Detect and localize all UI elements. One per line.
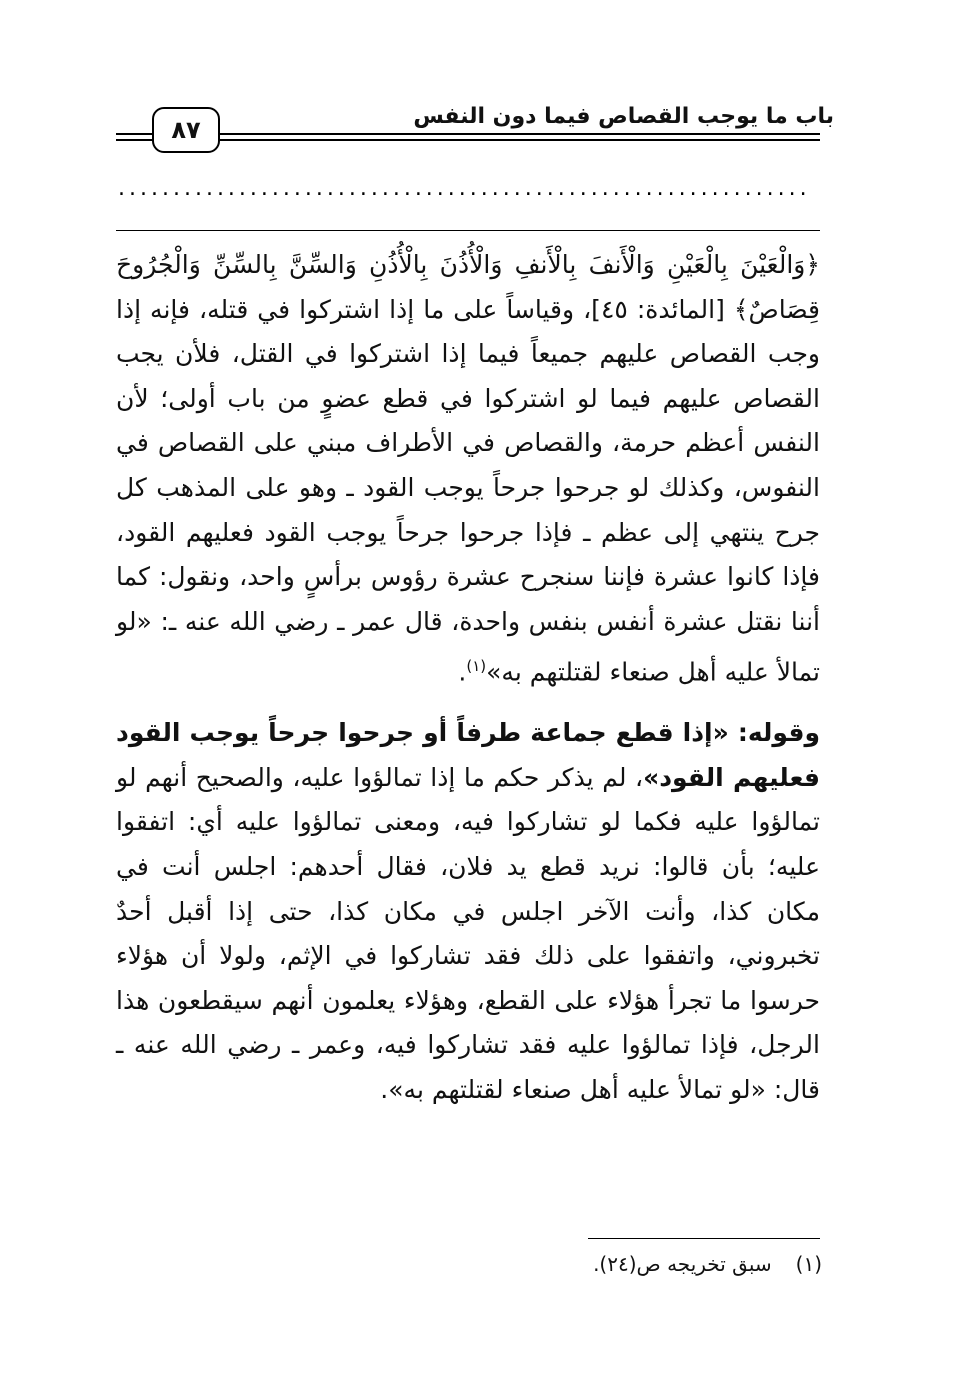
quoted-text-bold: وقوله: «إذا قطع جماعة طرفاً أو جرحوا جرحاً يوجب القود فعليهم القود» bbox=[116, 718, 820, 792]
chapter-title: باب ما يوجب القصاص فيما دون النفس bbox=[413, 104, 834, 129]
separator-dots: ............................................................... bbox=[118, 176, 811, 201]
header-rule-right-bottom bbox=[216, 139, 820, 141]
paragraph-1 bbox=[116, 243, 820, 695]
main-text bbox=[116, 243, 820, 1113]
paragraph-1-text: ﴿وَالْعَيْنَ بِالْعَيْنِ وَالْأَنفَ بِالْأَنفِ وَالْأُذُنَ بِالْأُذُنِ وَالسِّنَّ بِالسِّنِّ وَالْجُرُوحَ قِصَاصٌ﴾ [المائدة: ٤٥]، وقياساً على ما إذا اشتركوا في قتله، فإنه إذا وجب القصاص عليهم جميعاً فيما إذا اشتركوا في القتل، فلأن يجب القصاص عليهم فيما لو اشتركوا في قطع عضوٍ من باب أولى؛ لأن النفس أعظم حرمة، والقصاص في الأطراف مبني على القصاص في النفوس، وكذلك لو جرحوا جرحاً يوجب القود ـ وهو على المذهب كل جرح ينتهي إلى عظم ـ فإذا جرحوا جرحاً يوجب القود فعليهم القود، فإذا كانوا عشرة فإننا سنجرح عشرة رؤوس برأسٍ واحد، ونقول: كما أننا نقتل عشرة أنفس بنفس واحدة، قال عمر ـ رضي الله عنه ـ: «لو تمالأ عليه أهل صنعاء لقتلتهم به» bbox=[116, 250, 820, 687]
section-divider bbox=[116, 230, 820, 231]
footnote-number: (١) bbox=[795, 1252, 822, 1276]
footnote-divider bbox=[588, 1238, 820, 1239]
paragraph-2 bbox=[116, 711, 820, 1112]
footnote bbox=[222, 1252, 822, 1276]
paragraph-2-text: ، لم يذكر حكم ما إذا تمالؤوا عليه، والصحيح أنهم لو تمالؤوا عليه فكما لو تشاركوا فيه، ومعنى تمالؤوا عليه أي: اتفقوا عليه؛ بأن قالوا: نريد قطع يد فلان، فقال أحدهم: اجلس أنت في مكان كذا، وأنت الآخر اجلس في مكان كذا، حتى إذا أقبل أحدٌ تخبروني، واتفقوا على ذلك فقد تشاركوا في الإثم، ولولا أن هؤلاء حرسوا ما تجرأ هؤلاء على القطع، وهؤلاء يعلمون أنهم سيقطعون هذا الرجل، فإذا تمالؤوا عليه فقد تشاركوا فيه، وعمر ـ رضي الله عنه ـ قال: «لو تمالأ عليه أهل صنعاء لقتلتهم به». bbox=[116, 762, 820, 1105]
header-rule-left-top bbox=[116, 133, 152, 135]
page-number: ٨٧ bbox=[152, 107, 220, 153]
paragraph-1-end: . bbox=[458, 657, 467, 687]
header-rule-left-bottom bbox=[116, 139, 152, 141]
header-rule-right-top bbox=[216, 133, 820, 135]
footnote-text: سبق تخريجه ص(٢٤). bbox=[593, 1252, 772, 1276]
footnote-reference: (١) bbox=[466, 657, 487, 676]
